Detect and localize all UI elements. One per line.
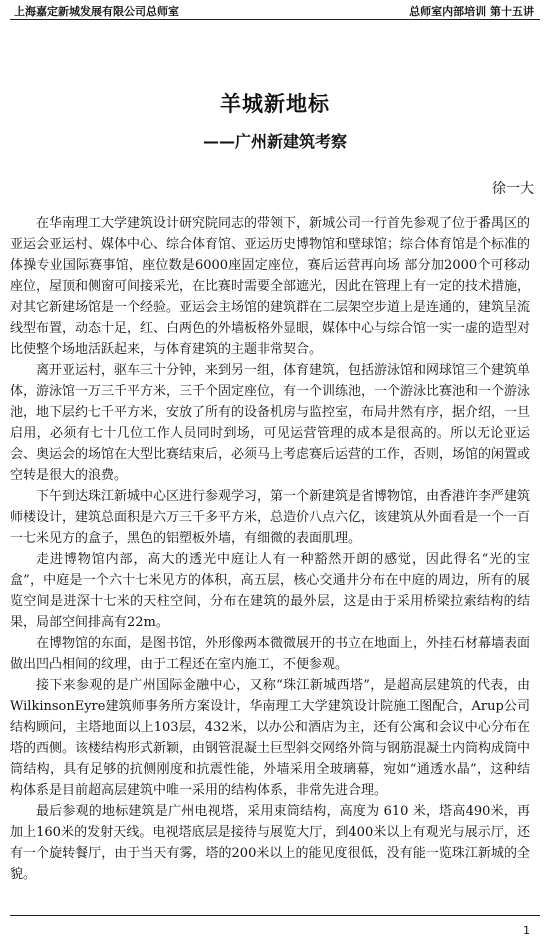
header-organization: 上海嘉定新城发展有限公司总师室 [14,5,179,18]
paragraph: 在博物馆的东面，是图书馆，外形像两本微微展开的书立在地面上，外挂石材幕墙表面做出凹凸相间的纹理，由于工程还在室内施工，不便参观。 [10,636,531,672]
page-header [0,0,550,20]
paragraph: 下午到达珠江新城中心区进行参观学习，第一个新建筑是省博物馆，由香港许李严建筑师楼设计，建筑总面积是六万三千多平方米，总造价八点六亿，该建筑从外面看是一个一百一七米见方的盒子，黑色的铝塑板外墙，有细微的表面肌理。 [10,489,531,546]
page-number: 1 [523,924,530,937]
paragraph: 走进博物馆内部，高大的透光中庭让人有一种豁然开朗的感觉，因此得名“光的宝盒”，中庭是一个六十七米见方的体积，高五层，核心交通井分布在中庭的周边，所有的展览空间是进深十七米的天柱空间，分布在建筑的最外层，这是由于采用桥梁拉索结构的结果，局部空间排高有22m。 [10,552,530,630]
author-name: 徐一大 [492,181,534,197]
page-subtitle: ——广州新建筑考察 [202,132,347,151]
footer-rule [10,915,540,916]
article-body [10,213,530,885]
paragraph: 离开亚运村，驱车三十分钟，来到另一组，体育建筑，包括游泳馆和网球馆三个建筑单体，游泳馆一万三千平方米，三千个固定座位，有一个训练池，一个游泳比赛池和一个游泳池，地下层约七千平方米，安放了所有的设备机房与监控室，布局井然有序，据介绍，一旦启用，必须有七十几位工作人员同时到场，可见运营管理的成本是很高的。所以无论亚运会、奥运会的场馆在大型比赛结束后，必须马上考虑赛后运营的工作，否则，场馆的闲置或空转是很大的浪费。 [10,363,531,483]
page-title: 羊城新地标 [220,92,330,116]
paragraph: 接下来参观的是广州国际金融中心，又称“珠江新城西塔”，是超高层建筑的代表，由WilkinsonEyre建筑师事务所方案设计，华南理工大学建筑设计院施工图配合，Arup公司结构顾问，主塔地面以上103层，432米，以办公和酒店为主，还有公寓和会议中心分布在塔的西侧。该楼结构形式新颖，由钢管混凝土巨型斜交网络外筒与钢筋混凝土内筒构成筒中筒结构，具有足够的抗侧刚度和抗震性能，外墙采用全玻璃幕，宛如“通透水晶”，这种结构体系是目前超高层建筑中唯一采用的结构体系，非常先进合理。 [10,678,531,798]
paragraph: 在华南理工大学建筑设计研究院同志的带领下，新城公司一行首先参观了位于番禺区的亚运会亚运村、媒体中心、综合体育馆、亚运历史博物馆和壁球馆；综合体育馆是个标准的体操专业国际赛事馆，座位数是6000座固定座位，赛后运营再向场 部分加2000个可移动座位，屋顶和侧窗可间接采光，在比赛时需要全部遮光，因此在管理上有一定的技术措施，对其它新建场馆是一个经验。亚运会主场馆的建筑群在二层架空步道上是连通的，建筑呈流线型布置，动态十足，红、白两色的外墙板格外显眼，媒体中心与综合馆一实一虚的造型对比使整个场地活跃起来，与体育建筑的主题非常契合。 [10,216,531,357]
paragraph: 最后参观的地标建筑是广州电视塔，采用束筒结构，高度为 610 米，塔高490米，再加上160米的发射天线。电视塔底层是接待与展览大厅，到400米以上有观光与展示厅，还有一个旋转餐厅，由于当天有雾，塔的200米以上的能见度很低，没有能一览珠江新城的全貌。 [10,804,530,882]
header-series: 总师室内部培训 第十五讲 [409,5,534,18]
header-rule [10,19,540,20]
